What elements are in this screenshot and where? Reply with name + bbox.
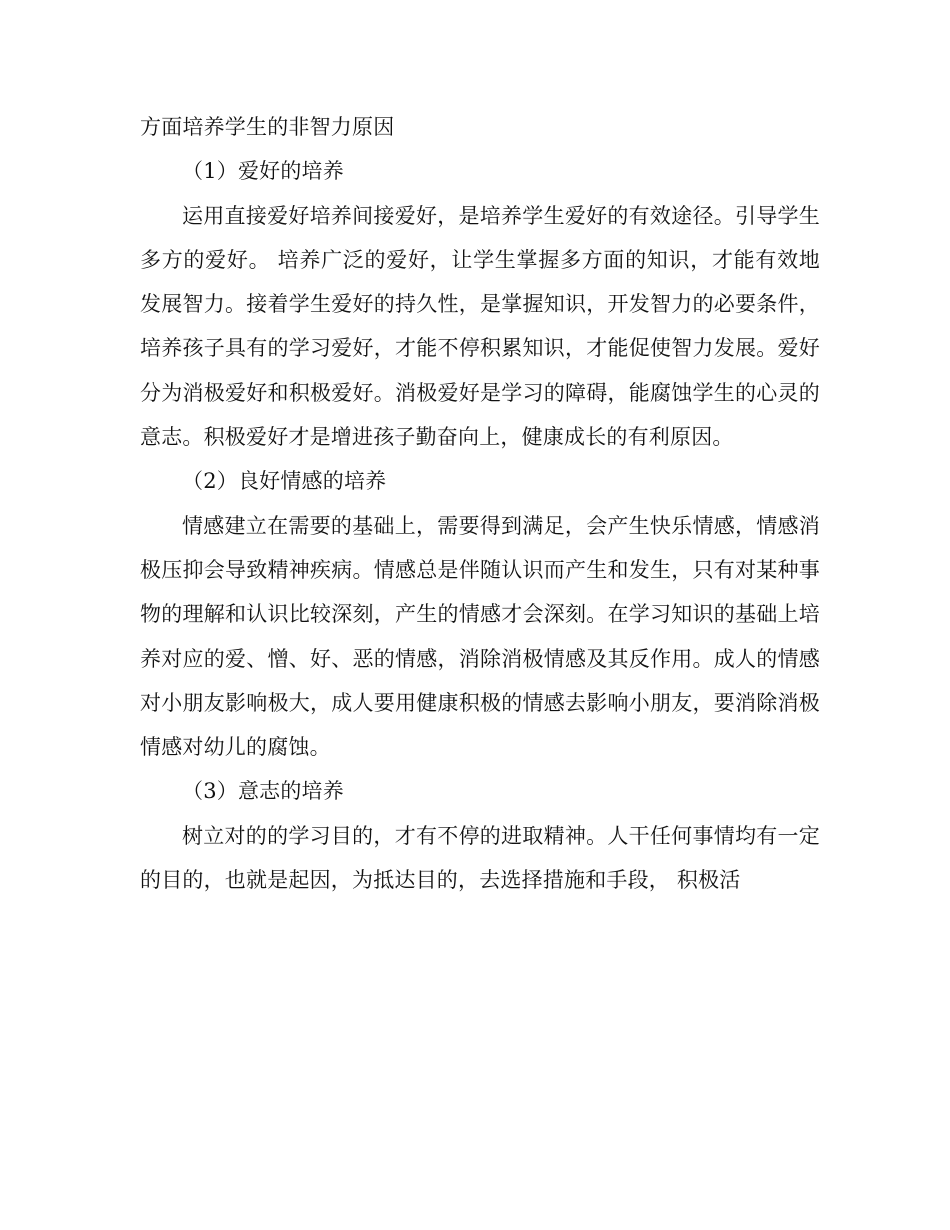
paragraph-continuation: 方面培养学生的非智力原因: [140, 115, 395, 139]
section-heading-emotion: （2）良好情感的培养: [182, 469, 387, 494]
document-body: [140, 105, 820, 902]
section-heading-interest: （1）爱好的培养: [182, 159, 344, 184]
paragraph-will: 树立对的的学习目的，才有不停的进取精神。人干任何事情均有一定的目的，也就是起因，为抵达目的，去选择措施和手段， 积极活: [140, 823, 820, 893]
paragraph-emotion: 情感建立在需要的基础上，需要得到满足，会产生快乐情感，情感消极压抑会导致精神疾病。情感总是伴随认识而产生和发生，只有对某种事物的理解和认识比较深刻，产生的情感才会深刻。在学习知识的基础上培养对应的爱、憎、好、恶的情感，消除消极情感及其反作用。成人的情感对小朋友影响极大，成人要用健康积极的情感去影响小朋友，要消除消极情感对幼儿的腐蚀。: [140, 513, 820, 760]
section-heading-will: （3）意志的培养: [182, 779, 344, 804]
paragraph-interest: 运用直接爱好培养间接爱好，是培养学生爱好的有效途径。引导学生多方的爱好。 培养广泛的爱好，让学生掌握多方面的知识，才能有效地发展智力。接着学生爱好的持久性，是掌握知识，开发智力的必要条件，培养孩子具有的学习爱好，才能不停积累知识，才能促使智力发展。爱好分为消极爱好和积极爱好。消极爱好是学习的障碍，能腐蚀学生的心灵的意志。积极爱好才是增进孩子勤奋向上，健康成长的有利原因。: [140, 203, 820, 450]
